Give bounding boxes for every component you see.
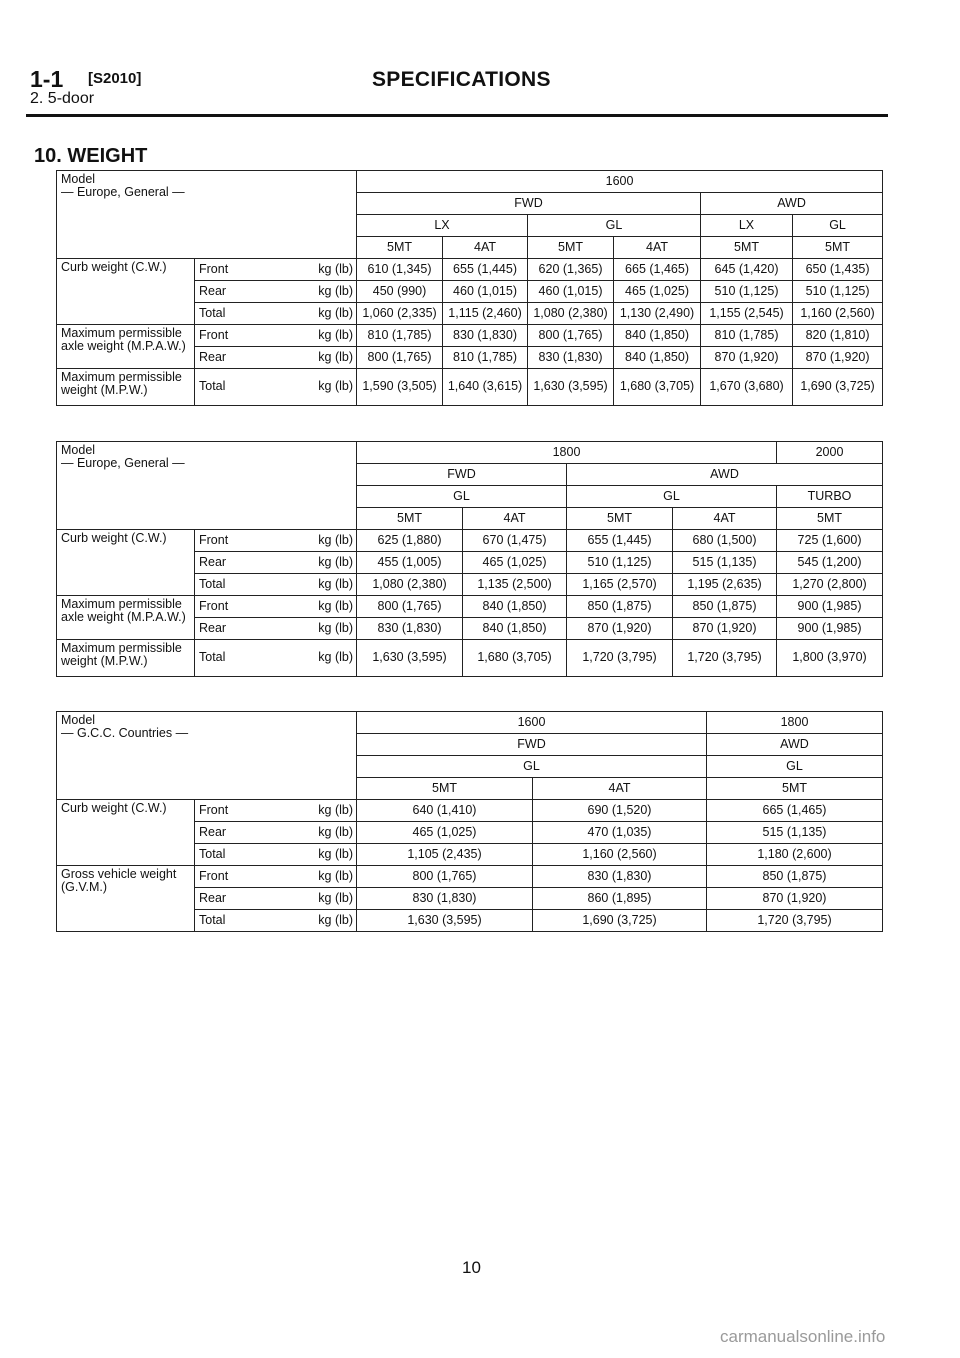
value-cell: 1,135 (2,500) bbox=[463, 574, 567, 596]
grade-header: GL bbox=[528, 215, 701, 237]
row-position: Rear bbox=[195, 347, 275, 369]
row-position: Total bbox=[195, 369, 275, 406]
subsection-title: 10. WEIGHT bbox=[34, 145, 148, 167]
row-position: Total bbox=[195, 844, 275, 866]
value-cell: 1,165 (2,570) bbox=[567, 574, 673, 596]
value-cell: 870 (1,920) bbox=[793, 347, 883, 369]
row-unit: kg (lb) bbox=[275, 888, 357, 910]
value-cell: 1,195 (2,635) bbox=[673, 574, 777, 596]
drive-header: FWD bbox=[357, 734, 707, 756]
value-cell: 670 (1,475) bbox=[463, 530, 567, 552]
grade-header: LX bbox=[701, 215, 793, 237]
value-cell: 680 (1,500) bbox=[673, 530, 777, 552]
grade-header: GL bbox=[793, 215, 883, 237]
row-position: Total bbox=[195, 910, 275, 932]
row-position: Front bbox=[195, 800, 275, 822]
row-unit: kg (lb) bbox=[275, 281, 357, 303]
watermark: carmanualsonline.info bbox=[720, 1327, 886, 1346]
value-cell: 1,630 (3,595) bbox=[528, 369, 614, 406]
model-label: Model bbox=[61, 172, 96, 186]
transmission-header: 5MT bbox=[357, 778, 533, 800]
value-cell: 1,080 (2,380) bbox=[528, 303, 614, 325]
transmission-header: 5MT bbox=[357, 508, 463, 530]
value-cell: 800 (1,765) bbox=[357, 866, 533, 888]
value-cell: 460 (1,015) bbox=[528, 281, 614, 303]
drive-header: FWD bbox=[357, 193, 701, 215]
section-number: 1-1 bbox=[30, 66, 64, 92]
value-cell: 1,180 (2,600) bbox=[707, 844, 883, 866]
drive-header: AWD bbox=[707, 734, 883, 756]
drive-header: AWD bbox=[701, 193, 883, 215]
transmission-header: 5MT bbox=[567, 508, 673, 530]
model-label: Model bbox=[61, 713, 96, 727]
value-cell: 1,680 (3,705) bbox=[614, 369, 701, 406]
row-position: Front bbox=[195, 530, 275, 552]
table-row bbox=[57, 530, 883, 552]
model-cell bbox=[57, 171, 357, 259]
grade-header: TURBO bbox=[777, 486, 883, 508]
transmission-header: 5MT bbox=[357, 237, 443, 259]
drive-header: AWD bbox=[567, 464, 883, 486]
value-cell: 820 (1,810) bbox=[793, 325, 883, 347]
value-cell: 1,720 (3,795) bbox=[567, 640, 673, 677]
row-group-label: Curb weight (C.W.) bbox=[57, 530, 195, 596]
value-cell: 465 (1,025) bbox=[357, 822, 533, 844]
value-cell: 655 (1,445) bbox=[443, 259, 528, 281]
row-group-label: Maximum permissible weight (M.P.W.) bbox=[57, 640, 195, 677]
row-position: Front bbox=[195, 259, 275, 281]
row-group-label: Curb weight (C.W.) bbox=[57, 800, 195, 866]
value-cell: 840 (1,850) bbox=[463, 618, 567, 640]
value-cell: 1,680 (3,705) bbox=[463, 640, 567, 677]
model-cell bbox=[57, 712, 357, 800]
value-cell: 1,590 (3,505) bbox=[357, 369, 443, 406]
row-unit: kg (lb) bbox=[275, 640, 357, 677]
row-position: Total bbox=[195, 303, 275, 325]
value-cell: 510 (1,125) bbox=[793, 281, 883, 303]
value-cell: 465 (1,025) bbox=[614, 281, 701, 303]
row-unit: kg (lb) bbox=[275, 303, 357, 325]
transmission-header: 5MT bbox=[701, 237, 793, 259]
table-row bbox=[57, 866, 883, 888]
row-group-label: Curb weight (C.W.) bbox=[57, 259, 195, 325]
value-cell: 620 (1,365) bbox=[528, 259, 614, 281]
value-cell: 1,690 (3,725) bbox=[793, 369, 883, 406]
value-cell: 510 (1,125) bbox=[701, 281, 793, 303]
value-cell: 640 (1,410) bbox=[357, 800, 533, 822]
transmission-header: 4AT bbox=[463, 508, 567, 530]
row-group-label: Gross vehicle weight (G.V.M.) bbox=[57, 866, 195, 932]
value-cell: 1,720 (3,795) bbox=[707, 910, 883, 932]
table-row bbox=[57, 640, 883, 677]
transmission-header: 4AT bbox=[443, 237, 528, 259]
value-cell: 610 (1,345) bbox=[357, 259, 443, 281]
value-cell: 465 (1,025) bbox=[463, 552, 567, 574]
value-cell: 850 (1,875) bbox=[567, 596, 673, 618]
value-cell: 800 (1,765) bbox=[357, 347, 443, 369]
value-cell: 840 (1,850) bbox=[463, 596, 567, 618]
value-cell: 665 (1,465) bbox=[614, 259, 701, 281]
value-cell: 1,800 (3,970) bbox=[777, 640, 883, 677]
row-group-label: Maximum permissible axle weight (M.P.A.W.) bbox=[57, 325, 195, 369]
value-cell: 1,270 (2,800) bbox=[777, 574, 883, 596]
transmission-header: 5MT bbox=[528, 237, 614, 259]
row-group-label: Maximum permissible axle weight (M.P.A.W.) bbox=[57, 596, 195, 640]
row-unit: kg (lb) bbox=[275, 552, 357, 574]
engine-header: 1800 bbox=[707, 712, 883, 734]
value-cell: 810 (1,785) bbox=[443, 347, 528, 369]
table-row bbox=[57, 596, 883, 618]
transmission-header: 4AT bbox=[533, 778, 707, 800]
section-code: [S2010] bbox=[88, 70, 142, 87]
row-position: Front bbox=[195, 596, 275, 618]
row-position: Total bbox=[195, 640, 275, 677]
value-cell: 850 (1,875) bbox=[707, 866, 883, 888]
value-cell: 1,670 (3,680) bbox=[701, 369, 793, 406]
weight-table-europe-1600 bbox=[56, 170, 883, 406]
row-position: Rear bbox=[195, 822, 275, 844]
transmission-header: 5MT bbox=[777, 508, 883, 530]
page-number: 10 bbox=[462, 1258, 481, 1277]
value-cell: 830 (1,830) bbox=[533, 866, 707, 888]
weight-table-europe-1800-2000 bbox=[56, 441, 883, 677]
row-unit: kg (lb) bbox=[275, 844, 357, 866]
value-cell: 1,640 (3,615) bbox=[443, 369, 528, 406]
value-cell: 1,060 (2,335) bbox=[357, 303, 443, 325]
row-unit: kg (lb) bbox=[275, 369, 357, 406]
grade-header: GL bbox=[357, 756, 707, 778]
value-cell: 800 (1,765) bbox=[357, 596, 463, 618]
engine-header: 1800 bbox=[357, 442, 777, 464]
value-cell: 830 (1,830) bbox=[357, 888, 533, 910]
table-row bbox=[57, 259, 883, 281]
model-cell bbox=[57, 442, 357, 530]
value-cell: 1,105 (2,435) bbox=[357, 844, 533, 866]
value-cell: 800 (1,765) bbox=[528, 325, 614, 347]
row-unit: kg (lb) bbox=[275, 574, 357, 596]
value-cell: 900 (1,985) bbox=[777, 618, 883, 640]
row-position: Front bbox=[195, 325, 275, 347]
value-cell: 690 (1,520) bbox=[533, 800, 707, 822]
model-region: — G.C.C. Countries — bbox=[61, 726, 189, 741]
row-unit: kg (lb) bbox=[275, 800, 357, 822]
value-cell: 830 (1,830) bbox=[528, 347, 614, 369]
transmission-header: 4AT bbox=[673, 508, 777, 530]
engine-header: 1600 bbox=[357, 171, 883, 193]
row-position: Rear bbox=[195, 552, 275, 574]
value-cell: 655 (1,445) bbox=[567, 530, 673, 552]
header-rule bbox=[26, 114, 888, 117]
model-region: — Europe, General — bbox=[61, 456, 185, 471]
value-cell: 1,720 (3,795) bbox=[673, 640, 777, 677]
grade-header: GL bbox=[567, 486, 777, 508]
value-cell: 810 (1,785) bbox=[357, 325, 443, 347]
row-position: Front bbox=[195, 866, 275, 888]
value-cell: 850 (1,875) bbox=[673, 596, 777, 618]
value-cell: 1,160 (2,560) bbox=[793, 303, 883, 325]
row-unit: kg (lb) bbox=[275, 325, 357, 347]
value-cell: 665 (1,465) bbox=[707, 800, 883, 822]
value-cell: 725 (1,600) bbox=[777, 530, 883, 552]
transmission-header: 4AT bbox=[614, 237, 701, 259]
value-cell: 810 (1,785) bbox=[701, 325, 793, 347]
value-cell: 840 (1,850) bbox=[614, 347, 701, 369]
row-unit: kg (lb) bbox=[275, 618, 357, 640]
table-row bbox=[57, 325, 883, 347]
value-cell: 625 (1,880) bbox=[357, 530, 463, 552]
grade-header: GL bbox=[707, 756, 883, 778]
row-unit: kg (lb) bbox=[275, 347, 357, 369]
value-cell: 1,130 (2,490) bbox=[614, 303, 701, 325]
page-title: SPECIFICATIONS bbox=[372, 68, 551, 91]
value-cell: 1,690 (3,725) bbox=[533, 910, 707, 932]
model-region: — Europe, General — bbox=[61, 185, 185, 200]
row-position: Rear bbox=[195, 618, 275, 640]
model-label: Model bbox=[61, 443, 96, 457]
value-cell: 1,160 (2,560) bbox=[533, 844, 707, 866]
value-cell: 900 (1,985) bbox=[777, 596, 883, 618]
value-cell: 870 (1,920) bbox=[707, 888, 883, 910]
value-cell: 470 (1,035) bbox=[533, 822, 707, 844]
table-row bbox=[57, 369, 883, 406]
drive-header: FWD bbox=[357, 464, 567, 486]
value-cell: 460 (1,015) bbox=[443, 281, 528, 303]
value-cell: 1,630 (3,595) bbox=[357, 910, 533, 932]
engine-header: 1600 bbox=[357, 712, 707, 734]
value-cell: 1,080 (2,380) bbox=[357, 574, 463, 596]
value-cell: 515 (1,135) bbox=[673, 552, 777, 574]
table-row bbox=[57, 800, 883, 822]
row-group-label: Maximum permissible weight (M.P.W.) bbox=[57, 369, 195, 406]
value-cell: 870 (1,920) bbox=[673, 618, 777, 640]
value-cell: 515 (1,135) bbox=[707, 822, 883, 844]
value-cell: 870 (1,920) bbox=[567, 618, 673, 640]
engine-header: 2000 bbox=[777, 442, 883, 464]
value-cell: 840 (1,850) bbox=[614, 325, 701, 347]
value-cell: 860 (1,895) bbox=[533, 888, 707, 910]
row-position: Rear bbox=[195, 888, 275, 910]
value-cell: 1,630 (3,595) bbox=[357, 640, 463, 677]
grade-header: GL bbox=[357, 486, 567, 508]
value-cell: 510 (1,125) bbox=[567, 552, 673, 574]
value-cell: 870 (1,920) bbox=[701, 347, 793, 369]
value-cell: 650 (1,435) bbox=[793, 259, 883, 281]
transmission-header: 5MT bbox=[707, 778, 883, 800]
value-cell: 1,115 (2,460) bbox=[443, 303, 528, 325]
value-cell: 455 (1,005) bbox=[357, 552, 463, 574]
value-cell: 545 (1,200) bbox=[777, 552, 883, 574]
page-subtitle: 2. 5-door bbox=[30, 90, 95, 107]
row-unit: kg (lb) bbox=[275, 822, 357, 844]
row-unit: kg (lb) bbox=[275, 530, 357, 552]
transmission-header: 5MT bbox=[793, 237, 883, 259]
row-unit: kg (lb) bbox=[275, 259, 357, 281]
row-unit: kg (lb) bbox=[275, 596, 357, 618]
row-position: Rear bbox=[195, 281, 275, 303]
weight-table-gcc bbox=[56, 711, 883, 932]
row-unit: kg (lb) bbox=[275, 910, 357, 932]
row-unit: kg (lb) bbox=[275, 866, 357, 888]
value-cell: 830 (1,830) bbox=[443, 325, 528, 347]
value-cell: 830 (1,830) bbox=[357, 618, 463, 640]
grade-header: LX bbox=[357, 215, 528, 237]
value-cell: 450 (990) bbox=[357, 281, 443, 303]
row-position: Total bbox=[195, 574, 275, 596]
value-cell: 1,155 (2,545) bbox=[701, 303, 793, 325]
value-cell: 645 (1,420) bbox=[701, 259, 793, 281]
